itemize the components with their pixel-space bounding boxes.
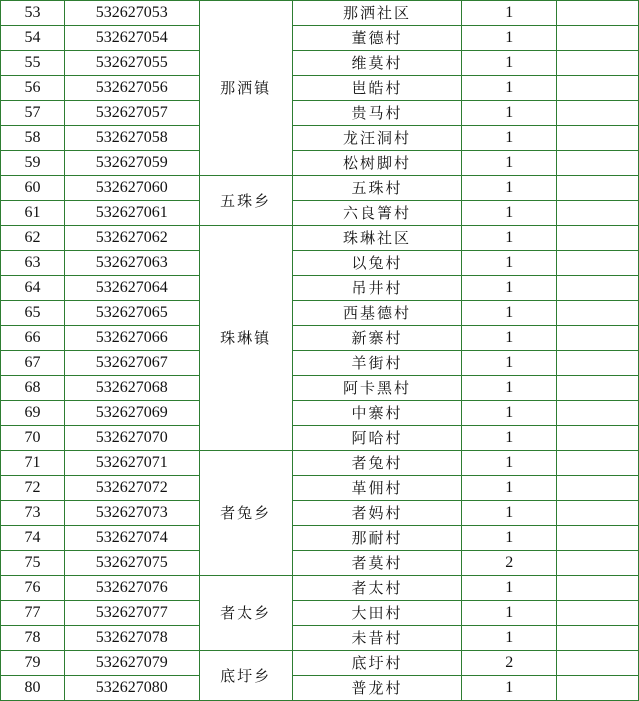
table-row [1, 26, 639, 51]
village-name-cell: 者莫村 [292, 551, 462, 576]
empty-cell [557, 451, 639, 476]
count-cell: 1 [462, 676, 557, 701]
row-number-cell: 59 [1, 151, 65, 176]
table-body [1, 1, 639, 701]
count-cell: 1 [462, 426, 557, 451]
row-number-cell: 79 [1, 651, 65, 676]
count-cell: 1 [462, 401, 557, 426]
row-number-cell: 77 [1, 601, 65, 626]
row-number-cell: 58 [1, 126, 65, 151]
village-code-cell: 532627068 [64, 376, 199, 401]
table-row [1, 151, 639, 176]
row-number-cell: 66 [1, 326, 65, 351]
row-number-cell: 70 [1, 426, 65, 451]
village-name-cell: 董德村 [292, 26, 462, 51]
empty-cell [557, 101, 639, 126]
village-name-cell: 未昔村 [292, 626, 462, 651]
table-row [1, 51, 639, 76]
village-code-cell: 532627073 [64, 501, 199, 526]
village-code-cell: 532627070 [64, 426, 199, 451]
empty-cell [557, 76, 639, 101]
count-cell: 1 [462, 501, 557, 526]
count-cell: 1 [462, 376, 557, 401]
village-name-cell: 普龙村 [292, 676, 462, 701]
empty-cell [557, 301, 639, 326]
count-cell: 1 [462, 126, 557, 151]
count-cell: 1 [462, 326, 557, 351]
empty-cell [557, 551, 639, 576]
village-code-cell: 532627059 [64, 151, 199, 176]
town-cell: 底圩乡 [199, 651, 292, 701]
empty-cell [557, 226, 639, 251]
row-number-cell: 75 [1, 551, 65, 576]
row-number-cell: 69 [1, 401, 65, 426]
village-name-cell: 六良箐村 [292, 201, 462, 226]
row-number-cell: 62 [1, 226, 65, 251]
town-cell: 者兔乡 [199, 451, 292, 576]
row-number-cell: 74 [1, 526, 65, 551]
empty-cell [557, 501, 639, 526]
empty-cell [557, 576, 639, 601]
row-number-cell: 64 [1, 276, 65, 301]
village-name-cell: 者兔村 [292, 451, 462, 476]
village-code-cell: 532627061 [64, 201, 199, 226]
village-code-cell: 532627058 [64, 126, 199, 151]
count-cell: 1 [462, 476, 557, 501]
count-cell: 1 [462, 601, 557, 626]
count-cell: 1 [462, 201, 557, 226]
table-row [1, 351, 639, 376]
table-row [1, 126, 639, 151]
village-code-cell: 532627053 [64, 1, 199, 26]
table-row [1, 551, 639, 576]
village-code-cell: 532627066 [64, 326, 199, 351]
village-name-cell: 底圩村 [292, 651, 462, 676]
empty-cell [557, 601, 639, 626]
row-number-cell: 68 [1, 376, 65, 401]
village-name-cell: 以兔村 [292, 251, 462, 276]
count-cell: 2 [462, 551, 557, 576]
empty-cell [557, 676, 639, 701]
empty-cell [557, 1, 639, 26]
row-number-cell: 76 [1, 576, 65, 601]
town-cell: 者太乡 [199, 576, 292, 651]
row-number-cell: 61 [1, 201, 65, 226]
empty-cell [557, 626, 639, 651]
table-row [1, 251, 639, 276]
village-name-cell: 吊井村 [292, 276, 462, 301]
empty-cell [557, 51, 639, 76]
table-row [1, 176, 639, 201]
table-row [1, 376, 639, 401]
village-name-cell: 阿卡黑村 [292, 376, 462, 401]
count-cell: 1 [462, 526, 557, 551]
village-name-cell: 五珠村 [292, 176, 462, 201]
count-cell: 1 [462, 176, 557, 201]
row-number-cell: 78 [1, 626, 65, 651]
row-number-cell: 54 [1, 26, 65, 51]
count-cell: 1 [462, 451, 557, 476]
town-cell: 那洒镇 [199, 1, 292, 176]
count-cell: 1 [462, 76, 557, 101]
village-code-cell: 532627071 [64, 451, 199, 476]
count-cell: 1 [462, 26, 557, 51]
village-name-cell: 阿哈村 [292, 426, 462, 451]
count-cell: 1 [462, 626, 557, 651]
row-number-cell: 72 [1, 476, 65, 501]
count-cell: 1 [462, 51, 557, 76]
village-code-cell: 532627078 [64, 626, 199, 651]
table-row [1, 476, 639, 501]
village-code-cell: 532627057 [64, 101, 199, 126]
village-code-cell: 532627063 [64, 251, 199, 276]
count-cell: 1 [462, 101, 557, 126]
empty-cell [557, 326, 639, 351]
village-name-cell: 那洒社区 [292, 1, 462, 26]
count-cell: 1 [462, 1, 557, 26]
village-code-cell: 532627080 [64, 676, 199, 701]
row-number-cell: 73 [1, 501, 65, 526]
count-cell: 1 [462, 301, 557, 326]
town-cell: 珠琳镇 [199, 226, 292, 451]
village-name-cell: 新寨村 [292, 326, 462, 351]
village-name-cell: 岜皓村 [292, 76, 462, 101]
village-name-cell: 珠琳社区 [292, 226, 462, 251]
empty-cell [557, 651, 639, 676]
village-name-cell: 者太村 [292, 576, 462, 601]
empty-cell [557, 401, 639, 426]
row-number-cell: 63 [1, 251, 65, 276]
village-code-cell: 532627064 [64, 276, 199, 301]
row-number-cell: 56 [1, 76, 65, 101]
village-name-cell: 那耐村 [292, 526, 462, 551]
empty-cell [557, 476, 639, 501]
village-code-cell: 532627055 [64, 51, 199, 76]
table-row [1, 426, 639, 451]
row-number-cell: 71 [1, 451, 65, 476]
village-code-cell: 532627060 [64, 176, 199, 201]
table-row [1, 76, 639, 101]
count-cell: 1 [462, 226, 557, 251]
empty-cell [557, 176, 639, 201]
row-number-cell: 57 [1, 101, 65, 126]
village-name-cell: 西基德村 [292, 301, 462, 326]
empty-cell [557, 126, 639, 151]
count-cell: 1 [462, 251, 557, 276]
village-name-cell: 者妈村 [292, 501, 462, 526]
table-row [1, 526, 639, 551]
village-code-cell: 532627077 [64, 601, 199, 626]
row-number-cell: 65 [1, 301, 65, 326]
village-code-cell: 532627065 [64, 301, 199, 326]
village-code-cell: 532627067 [64, 351, 199, 376]
empty-cell [557, 251, 639, 276]
empty-cell [557, 526, 639, 551]
village-name-cell: 革佣村 [292, 476, 462, 501]
count-cell: 2 [462, 651, 557, 676]
village-code-cell: 532627079 [64, 651, 199, 676]
table-row [1, 501, 639, 526]
table-row [1, 1, 639, 26]
village-name-cell: 贵马村 [292, 101, 462, 126]
row-number-cell: 67 [1, 351, 65, 376]
row-number-cell: 80 [1, 676, 65, 701]
empty-cell [557, 351, 639, 376]
village-code-cell: 532627054 [64, 26, 199, 51]
row-number-cell: 55 [1, 51, 65, 76]
village-name-cell: 维莫村 [292, 51, 462, 76]
empty-cell [557, 151, 639, 176]
table-row [1, 101, 639, 126]
empty-cell [557, 426, 639, 451]
table-row [1, 201, 639, 226]
count-cell: 1 [462, 576, 557, 601]
table-row [1, 451, 639, 476]
village-code-cell: 532627074 [64, 526, 199, 551]
table-row [1, 226, 639, 251]
table-row [1, 301, 639, 326]
village-code-cell: 532627056 [64, 76, 199, 101]
count-cell: 1 [462, 351, 557, 376]
count-cell: 1 [462, 276, 557, 301]
empty-cell [557, 201, 639, 226]
empty-cell [557, 26, 639, 51]
table-row [1, 676, 639, 701]
village-code-cell: 532627069 [64, 401, 199, 426]
village-name-cell: 大田村 [292, 601, 462, 626]
row-number-cell: 60 [1, 176, 65, 201]
table-row [1, 401, 639, 426]
village-name-cell: 中寨村 [292, 401, 462, 426]
table-row [1, 576, 639, 601]
table-row [1, 651, 639, 676]
table-row [1, 626, 639, 651]
empty-cell [557, 376, 639, 401]
village-name-cell: 龙汪洞村 [292, 126, 462, 151]
village-code-cell: 532627062 [64, 226, 199, 251]
village-name-cell: 羊街村 [292, 351, 462, 376]
table-row [1, 326, 639, 351]
village-code-cell: 532627072 [64, 476, 199, 501]
empty-cell [557, 276, 639, 301]
village-code-cell: 532627076 [64, 576, 199, 601]
table-row [1, 601, 639, 626]
count-cell: 1 [462, 151, 557, 176]
table-row [1, 276, 639, 301]
village-name-cell: 松树脚村 [292, 151, 462, 176]
village-code-cell: 532627075 [64, 551, 199, 576]
town-cell: 五珠乡 [199, 176, 292, 226]
row-number-cell: 53 [1, 1, 65, 26]
